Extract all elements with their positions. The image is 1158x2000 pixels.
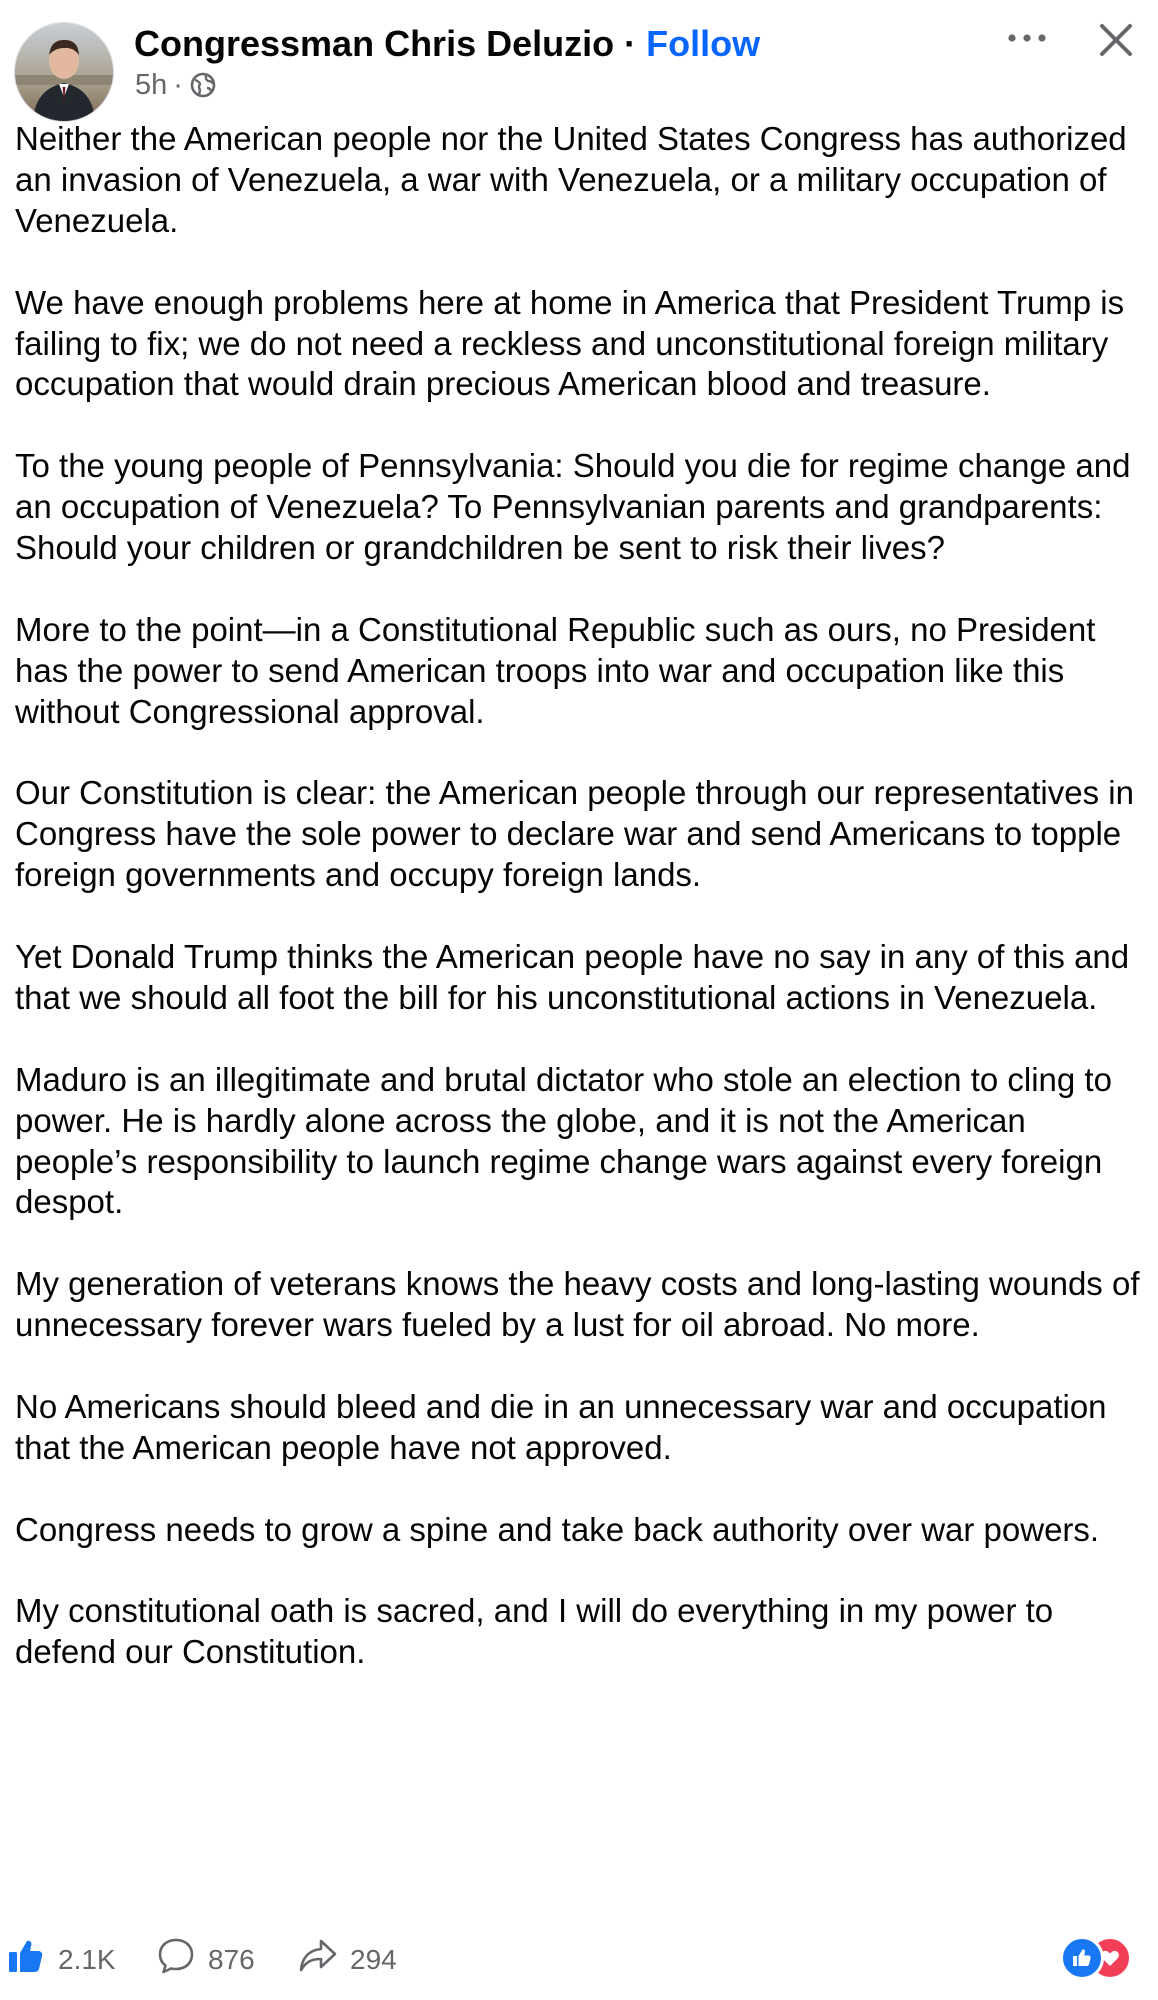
like-button[interactable]	[6, 1936, 116, 1983]
like-reaction-icon	[1060, 1936, 1104, 1980]
author-name[interactable]: Congressman Chris Deluzio	[134, 23, 615, 64]
post-header	[14, 12, 1144, 112]
globe-icon	[189, 71, 217, 99]
like-count: 2.1K	[58, 1943, 116, 1975]
share-count: 294	[350, 1943, 397, 1975]
share-icon	[298, 1936, 338, 1983]
post-meta	[135, 68, 217, 102]
post-footer	[0, 1932, 1158, 1988]
close-icon[interactable]	[1096, 20, 1136, 60]
more-options-icon[interactable]	[1004, 26, 1050, 50]
post-paragraph: My generation of veterans knows the heavy costs and long-lasting wounds of unnecessary forever wars fueled by a lust for oil abroad. No more.	[15, 1265, 1140, 1344]
author-follow-separator: ·	[624, 23, 637, 64]
avatar[interactable]	[14, 22, 114, 122]
post-paragraph: My constitutional oath is sacred, and I will do everything in my power to defend our Constitution.	[15, 1592, 1054, 1671]
post-paragraph: More to the point—in a Constitutional Republic such as ours, no President has the power to send American troops into war and occupation like this without Congressional approval.	[15, 610, 1096, 730]
thumbs-up-icon	[6, 1936, 46, 1983]
post-paragraph: Neither the American people nor the United States Congress has authorized an invasion of Venezuela, a war with Venezuela, or a military occupation of Venezuela.	[15, 120, 1127, 239]
post-paragraph: Our Constitution is clear: the American people through our representatives in Congress have the sole power to declare war and send Americans to topple foreign governments and occupy foreign lands.	[15, 774, 1134, 894]
comment-icon	[156, 1936, 196, 1983]
comment-button[interactable]	[156, 1936, 255, 1983]
post-paragraph: We have enough problems here at home in America that President Trump is failing to fix; we do not need a reckless and unconstitutional foreign military occupation that would drain precious American blood and treasure.	[15, 283, 1125, 403]
follow-button[interactable]: Follow	[646, 23, 761, 64]
comment-count: 876	[208, 1943, 255, 1975]
post-paragraph: To the young people of Pennsylvania: Should you die for regime change and an occupation of Venezuela? To Pennsylvanian parents and grandparents: Should your children or grandchildren be sent to risk their lives?	[15, 447, 1131, 567]
post-paragraph: Yet Donald Trump thinks the American people have no say in any of this and that we should all foot the bill for his unconstitutional actions in Venezuela.	[15, 938, 1130, 1016]
share-button[interactable]	[298, 1936, 397, 1983]
author-line	[134, 22, 760, 66]
reactions-summary[interactable]	[1060, 1932, 1130, 1978]
post-paragraph: Congress needs to grow a spine and take back authority over war powers.	[15, 1510, 1100, 1548]
post-body	[15, 119, 1145, 1673]
post-paragraph: No Americans should bleed and die in an unnecessary war and occupation that the American people have not approved.	[15, 1387, 1107, 1466]
meta-separator: ·	[173, 69, 183, 101]
post-paragraph: Maduro is an illegitimate and brutal dictator who stole an election to cling to power. He is hardly alone across the globe, and it is not the American people’s responsibility to launch regime change wars against every foreign despot.	[15, 1060, 1112, 1221]
post-timestamp[interactable]: 5h	[135, 69, 168, 101]
